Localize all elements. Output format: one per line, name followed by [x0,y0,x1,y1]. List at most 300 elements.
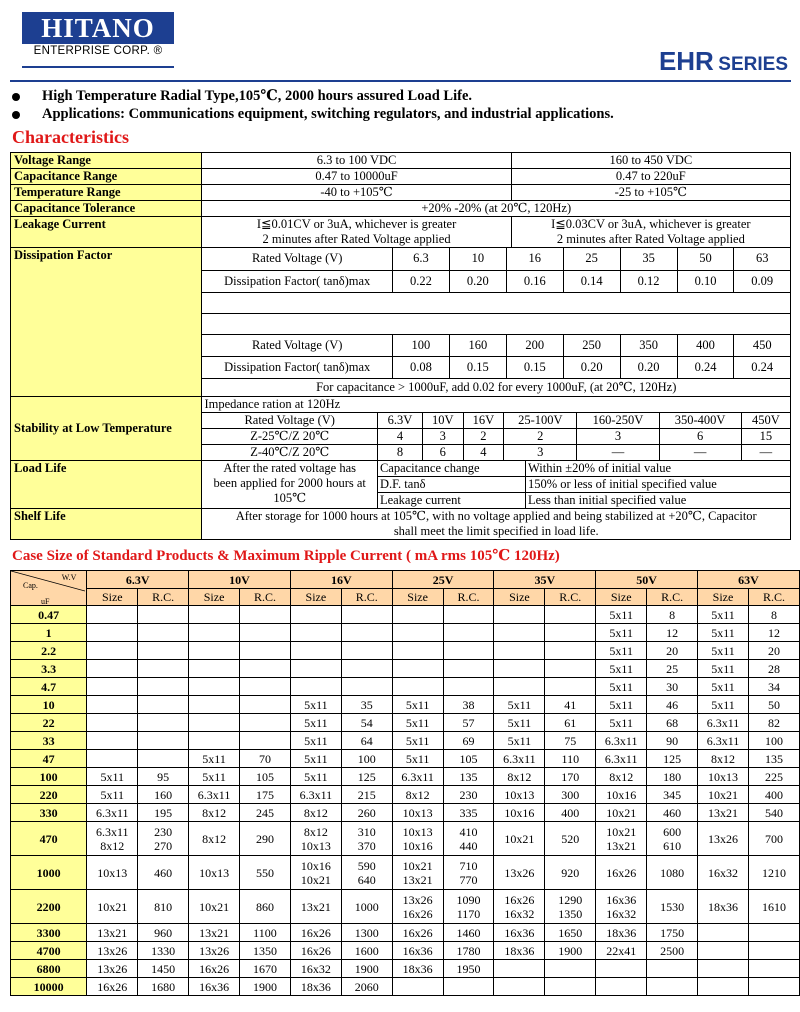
ripple-cap: 6800 [11,960,87,978]
ripple-current: 1600 [341,942,392,960]
rc-header: R.C. [748,589,799,606]
ripple-size: 5x11 [290,696,341,714]
ripple-current: 105 [240,768,291,786]
ripple-size [392,678,443,696]
load-life-desc [202,461,377,508]
ripple-size: 5x11 [494,714,545,732]
ripple-size [87,732,138,750]
ripple-current: 28 [748,660,799,678]
ripple-current [138,822,189,856]
ripple-current: 64 [341,732,392,750]
brand-name: HITANO [22,12,174,44]
ripple-line: 8x12 [100,838,125,853]
stab-voltage: 350-400V [659,413,741,429]
stab-voltage: 25-100V [504,413,577,429]
size-header: Size [290,589,341,606]
capacitance-tolerance-row [11,201,791,217]
ripple-size: 6.3x11 [87,804,138,822]
ripple-voltage-header: 6.3V [87,571,189,589]
ripple-current: 175 [240,786,291,804]
ripple-current: 1000 [341,890,392,924]
row-label: Stability at Low Temperature [11,397,202,461]
ripple-size: 16x26 [290,924,341,942]
ripple-current: 1650 [545,924,596,942]
ripple-size [290,660,341,678]
ripple-size: 5x11 [392,696,443,714]
temperature-range-row [11,185,791,201]
ripple-current: 1530 [647,890,698,924]
ripple-line: 770 [459,872,478,887]
ripple-size [596,890,647,924]
ripple-current: 1450 [138,960,189,978]
df-value: 0.22 [392,270,449,292]
df-v: 250 [563,334,620,356]
ripple-size: 10x21 [698,786,749,804]
ripple-current [138,678,189,696]
df-label: Dissipation Factor( tanδ)max [202,270,392,292]
ripple-current: 960 [138,924,189,942]
ripple-cap: 330 [11,804,87,822]
ripple-voltage-header: 10V [189,571,291,589]
ripple-size: 10x16 [494,804,545,822]
df-v: 160 [449,334,506,356]
load-life-row [11,461,791,509]
ripple-row [11,750,800,768]
z25-value: 3 [423,429,464,445]
shelf-life-text [202,509,791,540]
ripple-cap: 4.7 [11,678,87,696]
ripple-row [11,856,800,890]
ripple-current: 69 [443,732,494,750]
ripple-current: 1900 [341,960,392,978]
ripple-size [189,660,240,678]
ripple-current: 2500 [647,942,698,960]
ripple-size: 10x13 [87,856,138,890]
characteristics-title: Characteristics [12,127,129,147]
ripple-line: 6.3x11 [96,824,129,839]
load-life-desc-3: 105℃ [273,491,307,505]
df-table [202,248,790,396]
shelf-life-row [11,509,791,540]
ripple-current [748,924,799,942]
ripple-current: 460 [647,804,698,822]
load-life-value: Within ±20% of initial value [525,461,790,477]
ripple-line: 13x26 [402,892,433,907]
bullet-text: Applications: Communications equipment, switching regulators, and industrial applications. [42,106,614,122]
ripple-size: 5x11 [596,606,647,624]
ripple-line: 710 [459,858,478,873]
ripple-current: 105 [443,750,494,768]
ripple-table [10,570,800,996]
ripple-size [494,606,545,624]
ripple-current: 260 [341,804,392,822]
df-v: 350 [620,334,677,356]
ripple-current: 1300 [341,924,392,942]
df-v: 16 [506,248,563,270]
ripple-current [443,856,494,890]
ripple-size: 16x26 [290,942,341,960]
z40-value: 8 [377,445,422,461]
ripple-voltage-header: 35V [494,571,596,589]
ripple-size [189,642,240,660]
dissipation-factor-block [202,248,791,397]
ripple-row [11,732,800,750]
size-header: Size [596,589,647,606]
ripple-header-row [11,571,800,589]
temperature-range-high: -25 to +105℃ [511,185,790,201]
ripple-current: 460 [138,856,189,890]
ripple-current: 30 [647,678,698,696]
load-life-item: D.F. tanδ [377,477,525,493]
leakage-low-1: I≦0.01CV or 3uA, whichever is greater [256,217,457,231]
ripple-size: 6.3x11 [596,732,647,750]
ripple-row [11,660,800,678]
ripple-current [341,624,392,642]
ripple-current: 1780 [443,942,494,960]
ripple-current: 35 [341,696,392,714]
ripple-row [11,642,800,660]
ripple-current: 300 [545,786,596,804]
rc-header: R.C. [545,589,596,606]
characteristics-table [10,152,791,540]
ripple-current [443,642,494,660]
ripple-current: 20 [647,642,698,660]
ripple-current: 25 [647,660,698,678]
ripple-size [392,642,443,660]
ripple-current: 345 [647,786,698,804]
load-life-item: Leakage current [377,493,525,509]
ripple-size: 5x11 [596,678,647,696]
ripple-size [494,642,545,660]
ripple-size: 10x21 [494,822,545,856]
ripple-current [545,890,596,924]
voltage-range-low: 6.3 to 100 VDC [202,153,511,169]
ripple-current: 125 [341,768,392,786]
ripple-cap: 2.2 [11,642,87,660]
ripple-size: 5x11 [698,660,749,678]
ripple-current [240,732,291,750]
ripple-current: 170 [545,768,596,786]
ripple-current: 215 [341,786,392,804]
ripple-line: 270 [154,838,173,853]
df-value: 0.15 [449,356,506,378]
ripple-size: 18x36 [494,942,545,960]
ripple-voltage-header: 16V [290,571,392,589]
ripple-size: 6.3x11 [698,714,749,732]
df-v: 100 [392,334,449,356]
df-v: 200 [506,334,563,356]
ripple-current: 57 [443,714,494,732]
ripple-current [341,660,392,678]
ripple-size [596,822,647,856]
ripple-row [11,624,800,642]
ripple-voltage-header: 25V [392,571,494,589]
ripple-size: 10x21 [87,890,138,924]
ripple-current: 12 [748,624,799,642]
ripple-size: 16x26 [189,960,240,978]
ripple-current [748,978,799,996]
ripple-current: 1210 [748,856,799,890]
ripple-size [596,978,647,996]
ripple-size [392,606,443,624]
ripple-current: 860 [240,890,291,924]
rc-header: R.C. [341,589,392,606]
ripple-size: 16x26 [87,978,138,996]
z25-row [202,429,790,445]
ripple-current: 180 [647,768,698,786]
ripple-size: 6.3x11 [189,786,240,804]
ripple-current [443,822,494,856]
ripple-cap: 100 [11,768,87,786]
leakage-current-row [11,217,791,248]
df-value: 0.08 [392,356,449,378]
ripple-size: 6.3x11 [392,768,443,786]
ripple-size: 6.3x11 [596,750,647,768]
ripple-current: 2060 [341,978,392,996]
size-header: Size [392,589,443,606]
rc-header: R.C. [240,589,291,606]
ripple-size: 16x26 [596,856,647,890]
ripple-cap: 22 [11,714,87,732]
ripple-size [494,960,545,978]
df-value: 0.09 [734,270,790,292]
brand-logo [22,12,174,68]
ripple-size: 5x11 [494,696,545,714]
ripple-current [545,660,596,678]
ripple-current: 245 [240,804,291,822]
ripple-current [240,642,291,660]
ripple-row [11,786,800,804]
ripple-size [87,696,138,714]
z25-value: 3 [577,429,659,445]
ripple-current: 1610 [748,890,799,924]
ripple-current [443,678,494,696]
leakage-low-2: 2 minutes after Rated Voltage applied [262,232,451,246]
ripple-size [494,978,545,996]
ripple-current [443,624,494,642]
capacitance-range-low: 0.47 to 10000uF [202,169,511,185]
ripple-size: 6.3x11 [698,732,749,750]
ripple-subheader-row [11,589,800,606]
ripple-current: 1670 [240,960,291,978]
brand-subtitle [22,45,174,57]
ripple-current: 230 [443,786,494,804]
ripple-line: 230 [154,824,173,839]
ripple-current [341,856,392,890]
load-life-row-1 [202,461,790,477]
shelf-life-text-2: shall meet the limit specified in load life. [393,524,599,538]
ripple-current: 550 [240,856,291,890]
ripple-current: 135 [443,768,494,786]
ripple-cap: 2200 [11,890,87,924]
ripple-current [748,942,799,960]
ripple-current: 1680 [138,978,189,996]
stab-voltage: 160-250V [577,413,659,429]
brand-reg: ® [153,45,163,57]
impedance-row [202,397,790,413]
z40-value: 6 [423,445,464,461]
ripple-size [189,624,240,642]
size-header: Size [698,589,749,606]
ripple-size: 5x11 [290,768,341,786]
ripple-size [87,660,138,678]
ripple-row [11,960,800,978]
row-label: Capacitance Tolerance [11,201,202,217]
ripple-size: 16x36 [392,942,443,960]
ripple-size [698,978,749,996]
ripple-current [240,624,291,642]
ripple-cap: 3300 [11,924,87,942]
ripple-size [189,696,240,714]
ripple-size: 5x11 [87,786,138,804]
ripple-size: 5x11 [698,642,749,660]
ripple-size: 10x21 [596,804,647,822]
df-value: 0.24 [734,356,790,378]
ripple-current [545,960,596,978]
ripple-current: 68 [647,714,698,732]
ripple-current [240,606,291,624]
ripple-size: 5x11 [392,732,443,750]
ripple-line: 1170 [456,906,481,921]
ripple-line: 600 [663,824,682,839]
df-value: 0.16 [506,270,563,292]
ripple-size [87,678,138,696]
ripple-size: 13x21 [290,890,341,924]
ripple-line: 16x26 [504,892,535,907]
df-value: 0.24 [677,356,734,378]
ripple-current: 540 [748,804,799,822]
df-v: 450 [734,334,790,356]
ripple-line: 16x26 [402,906,433,921]
df-v: 6.3 [392,248,449,270]
ripple-line: 10x16 [300,858,331,873]
ripple-current [341,822,392,856]
ripple-current: 225 [748,768,799,786]
ripple-size: 16x36 [189,978,240,996]
ripple-size: 13x21 [189,924,240,942]
row-label: Temperature Range [11,185,202,201]
ripple-current [545,678,596,696]
corner-uf: uF [41,597,50,606]
ripple-size: 22x41 [596,942,647,960]
ripple-row [11,696,800,714]
size-header: Size [494,589,545,606]
ripple-size: 18x36 [698,890,749,924]
z40-value: 4 [463,445,504,461]
row-label: Load Life [11,461,202,509]
df-v: 25 [563,248,620,270]
ripple-current: 110 [545,750,596,768]
ripple-size: 5x11 [596,624,647,642]
ripple-current: 8 [748,606,799,624]
ripple-size: 18x36 [596,924,647,942]
df-value: 0.20 [449,270,506,292]
ripple-line: 1350 [558,906,583,921]
voltage-range-row [11,153,791,169]
z40-value: 3 [504,445,577,461]
ripple-current: 520 [545,822,596,856]
leakage-high-1: I≦0.03CV or 3uA, whichever is greater [551,217,751,231]
ripple-line: 10x13 [402,824,433,839]
ripple-current: 41 [545,696,596,714]
ripple-current: 400 [545,804,596,822]
df-rv-label: Rated Voltage (V) [202,248,392,270]
z40-label: Z-40℃/Z 20℃ [202,445,377,461]
ripple-voltage-header: 50V [596,571,698,589]
ripple-cap: 220 [11,786,87,804]
ripple-line: 590 [357,858,376,873]
ripple-line: 16x36 [606,892,637,907]
size-header: Size [189,589,240,606]
ripple-size: 16x32 [698,856,749,890]
ripple-size [596,960,647,978]
ripple-size [189,606,240,624]
ripple-size: 13x26 [189,942,240,960]
df-note: For capacitance > 1000uF, add 0.02 for every 1000uF, (at 20℃, 120Hz) [202,378,790,396]
ripple-current: 700 [748,822,799,856]
ripple-size [392,624,443,642]
ripple-current: 1100 [240,924,291,942]
df-voltage-row-1 [202,248,790,270]
ripple-current: 1460 [443,924,494,942]
ripple-line: 1290 [558,892,583,907]
row-label: Dissipation Factor [11,248,202,397]
ripple-size: 16x32 [290,960,341,978]
ripple-corner [11,571,87,606]
ripple-current [647,978,698,996]
ripple-current: 810 [138,890,189,924]
ripple-line: 10x21 [606,824,637,839]
ripple-size [698,960,749,978]
ripple-size [494,678,545,696]
ripple-line: 10x21 [300,872,331,887]
ripple-current [443,978,494,996]
ripple-size: 10x13 [494,786,545,804]
ripple-current: 290 [240,822,291,856]
ripple-size [290,624,341,642]
ripple-line: 310 [357,824,376,839]
ripple-size [290,642,341,660]
ripple-current: 95 [138,768,189,786]
z40-row [202,445,790,461]
voltage-range-high: 160 to 450 VDC [511,153,790,169]
ripple-current: 46 [647,696,698,714]
z25-value: 2 [463,429,504,445]
ripple-current: 20 [748,642,799,660]
stab-voltage: 6.3V [377,413,422,429]
ripple-size: 16x36 [494,924,545,942]
ripple-size: 5x11 [596,714,647,732]
ripple-size: 5x11 [392,750,443,768]
rc-header: R.C. [443,589,494,606]
ripple-line: 610 [663,838,682,853]
ripple-size [494,660,545,678]
ripple-size: 10x16 [596,786,647,804]
ripple-size [87,822,138,856]
df-value: 0.10 [677,270,734,292]
series-word: SERIES [718,54,788,75]
ripple-row [11,822,800,856]
ripple-current: 335 [443,804,494,822]
df-value: 0.14 [563,270,620,292]
ripple-current: 125 [647,750,698,768]
ripple-size: 10x13 [189,856,240,890]
ripple-current [443,606,494,624]
load-life-block [202,461,791,509]
ripple-size [290,678,341,696]
ripple-size: 10x13 [698,768,749,786]
ripple-cap: 1000 [11,856,87,890]
